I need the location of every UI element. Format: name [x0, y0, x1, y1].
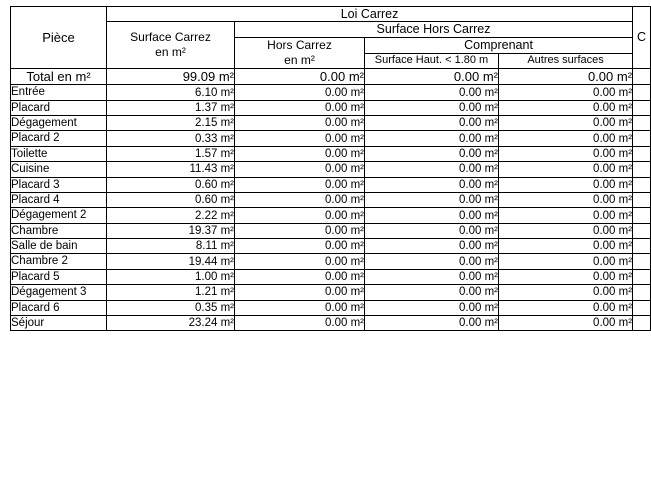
row-autres-surfaces: 0.00 m² [499, 116, 633, 131]
row-hors-carrez: 0.00 m² [235, 85, 365, 100]
row-autres-surfaces: 0.00 m² [499, 239, 633, 254]
row-surface-haut: 0.00 m² [365, 254, 499, 269]
row-hors-carrez: 0.00 m² [235, 100, 365, 115]
header-surface-carrez-unit: en m² [155, 45, 186, 60]
row-surface-haut: 0.00 m² [365, 116, 499, 131]
row-cut-off [633, 254, 651, 269]
row-hors-carrez: 0.00 m² [235, 162, 365, 177]
table-body [11, 68, 651, 331]
header-cell-surface-haut: Surface Haut. < 1.80 m [365, 53, 499, 68]
row-hors-carrez: 0.00 m² [235, 208, 365, 223]
row-autres-surfaces: 0.00 m² [499, 85, 633, 100]
row-hors-carrez: 0.00 m² [235, 131, 365, 146]
table-row [11, 254, 651, 269]
row-piece-label: Entrée [11, 85, 107, 100]
row-surface-haut: 0.00 m² [365, 177, 499, 192]
row-piece-label: Salle de bain [11, 239, 107, 254]
row-hors-carrez: 0.00 m² [235, 300, 365, 315]
table-row [11, 315, 651, 330]
row-piece-label: Placard 4 [11, 192, 107, 207]
row-autres-surfaces: 0.00 m² [499, 100, 633, 115]
header-cell-comprenant: Comprenant [365, 37, 633, 53]
row-cut-off [633, 315, 651, 330]
table-row [11, 269, 651, 284]
row-surface-carrez: 19.37 m² [107, 223, 235, 238]
table-row [11, 146, 651, 161]
table-row [11, 85, 651, 100]
row-autres-surfaces: 0.00 m² [499, 162, 633, 177]
row-cut-off [633, 177, 651, 192]
row-piece-label: Placard 6 [11, 300, 107, 315]
row-hors-carrez: 0.00 m² [235, 177, 365, 192]
row-piece-label: Chambre [11, 223, 107, 238]
table-row [11, 285, 651, 300]
row-surface-carrez: 8.11 m² [107, 239, 235, 254]
row-surface-carrez: 23.24 m² [107, 315, 235, 330]
table-row [11, 162, 651, 177]
table-header [11, 7, 651, 69]
row-autres-surfaces: 0.00 m² [499, 146, 633, 161]
row-surface-haut: 0.00 m² [365, 223, 499, 238]
total-cut-off [633, 68, 651, 85]
carrez-surface-table [10, 6, 651, 331]
row-autres-surfaces: 0.00 m² [499, 192, 633, 207]
row-surface-carrez: 1.37 m² [107, 100, 235, 115]
row-surface-carrez: 19.44 m² [107, 254, 235, 269]
header-row-loi-carrez [11, 7, 651, 22]
row-piece-label: Dégagement [11, 116, 107, 131]
table-row [11, 239, 651, 254]
row-cut-off [633, 300, 651, 315]
header-cell-cut-off: C [633, 7, 651, 69]
row-cut-off [633, 146, 651, 161]
row-surface-carrez: 11.43 m² [107, 162, 235, 177]
row-autres-surfaces: 0.00 m² [499, 208, 633, 223]
row-surface-haut: 0.00 m² [365, 300, 499, 315]
row-hors-carrez: 0.00 m² [235, 223, 365, 238]
row-autres-surfaces: 0.00 m² [499, 285, 633, 300]
row-piece-label: Cuisine [11, 162, 107, 177]
row-piece-label: Dégagement 3 [11, 285, 107, 300]
row-cut-off [633, 85, 651, 100]
table-row [11, 192, 651, 207]
table-row [11, 208, 651, 223]
row-surface-haut: 0.00 m² [365, 192, 499, 207]
row-autres-surfaces: 0.00 m² [499, 300, 633, 315]
table-row [11, 131, 651, 146]
row-surface-carrez: 0.60 m² [107, 192, 235, 207]
row-surface-carrez: 1.00 m² [107, 269, 235, 284]
row-cut-off [633, 192, 651, 207]
row-cut-off [633, 208, 651, 223]
header-cell-piece: Pièce [11, 7, 107, 69]
row-autres-surfaces: 0.00 m² [499, 269, 633, 284]
row-cut-off [633, 223, 651, 238]
header-cell-surface-carrez [107, 22, 235, 68]
row-piece-label: Séjour [11, 315, 107, 330]
row-cut-off [633, 239, 651, 254]
row-piece-label: Placard 3 [11, 177, 107, 192]
row-surface-carrez: 6.10 m² [107, 85, 235, 100]
row-cut-off [633, 285, 651, 300]
row-surface-haut: 0.00 m² [365, 239, 499, 254]
row-surface-haut: 0.00 m² [365, 285, 499, 300]
row-hors-carrez: 0.00 m² [235, 239, 365, 254]
row-piece-label: Placard 2 [11, 131, 107, 146]
row-surface-carrez: 0.33 m² [107, 131, 235, 146]
row-autres-surfaces: 0.00 m² [499, 177, 633, 192]
row-cut-off [633, 131, 651, 146]
row-surface-haut: 0.00 m² [365, 146, 499, 161]
row-surface-carrez: 1.21 m² [107, 285, 235, 300]
row-surface-carrez: 0.35 m² [107, 300, 235, 315]
header-row-surface-hors-carrez [11, 22, 651, 37]
row-cut-off [633, 162, 651, 177]
row-autres-surfaces: 0.00 m² [499, 315, 633, 330]
row-hors-carrez: 0.00 m² [235, 254, 365, 269]
row-hors-carrez: 0.00 m² [235, 146, 365, 161]
row-piece-label: Chambre 2 [11, 254, 107, 269]
row-autres-surfaces: 0.00 m² [499, 131, 633, 146]
row-surface-haut: 0.00 m² [365, 131, 499, 146]
row-hors-carrez: 0.00 m² [235, 285, 365, 300]
row-hors-carrez: 0.00 m² [235, 116, 365, 131]
row-surface-haut: 0.00 m² [365, 100, 499, 115]
table-row [11, 116, 651, 131]
row-surface-carrez: 2.15 m² [107, 116, 235, 131]
table-row [11, 177, 651, 192]
row-cut-off [633, 116, 651, 131]
row-surface-haut: 0.00 m² [365, 85, 499, 100]
total-surface-haut: 0.00 m² [365, 68, 499, 85]
row-surface-carrez: 0.60 m² [107, 177, 235, 192]
header-cell-hors-carrez [235, 37, 365, 68]
total-surface-carrez: 99.09 m² [107, 68, 235, 85]
row-surface-haut: 0.00 m² [365, 208, 499, 223]
header-cell-surface-hors-carrez: Surface Hors Carrez [235, 22, 633, 37]
row-hors-carrez: 0.00 m² [235, 315, 365, 330]
row-piece-label: Toilette [11, 146, 107, 161]
row-hors-carrez: 0.00 m² [235, 269, 365, 284]
row-piece-label: Placard 5 [11, 269, 107, 284]
row-piece-label: Placard [11, 100, 107, 115]
row-cut-off [633, 100, 651, 115]
row-surface-haut: 0.00 m² [365, 269, 499, 284]
header-cell-autres-surfaces: Autres surfaces [499, 53, 633, 68]
table-row [11, 223, 651, 238]
row-surface-carrez: 1.57 m² [107, 146, 235, 161]
row-hors-carrez: 0.00 m² [235, 192, 365, 207]
header-hors-carrez-unit: en m² [284, 52, 315, 67]
total-hors-carrez: 0.00 m² [235, 68, 365, 85]
table-row [11, 300, 651, 315]
row-autres-surfaces: 0.00 m² [499, 254, 633, 269]
table-row [11, 100, 651, 115]
table-row-total [11, 68, 651, 85]
row-autres-surfaces: 0.00 m² [499, 223, 633, 238]
row-surface-haut: 0.00 m² [365, 315, 499, 330]
total-label: Total en m² [11, 68, 107, 85]
header-surface-carrez-title: Surface Carrez [130, 30, 211, 45]
header-hors-carrez-title: Hors Carrez [267, 37, 332, 52]
row-surface-carrez: 2.22 m² [107, 208, 235, 223]
total-autres-surfaces: 0.00 m² [499, 68, 633, 85]
row-piece-label: Dégagement 2 [11, 208, 107, 223]
row-surface-haut: 0.00 m² [365, 162, 499, 177]
row-cut-off [633, 269, 651, 284]
header-cell-loi-carrez: Loi Carrez [107, 7, 633, 22]
